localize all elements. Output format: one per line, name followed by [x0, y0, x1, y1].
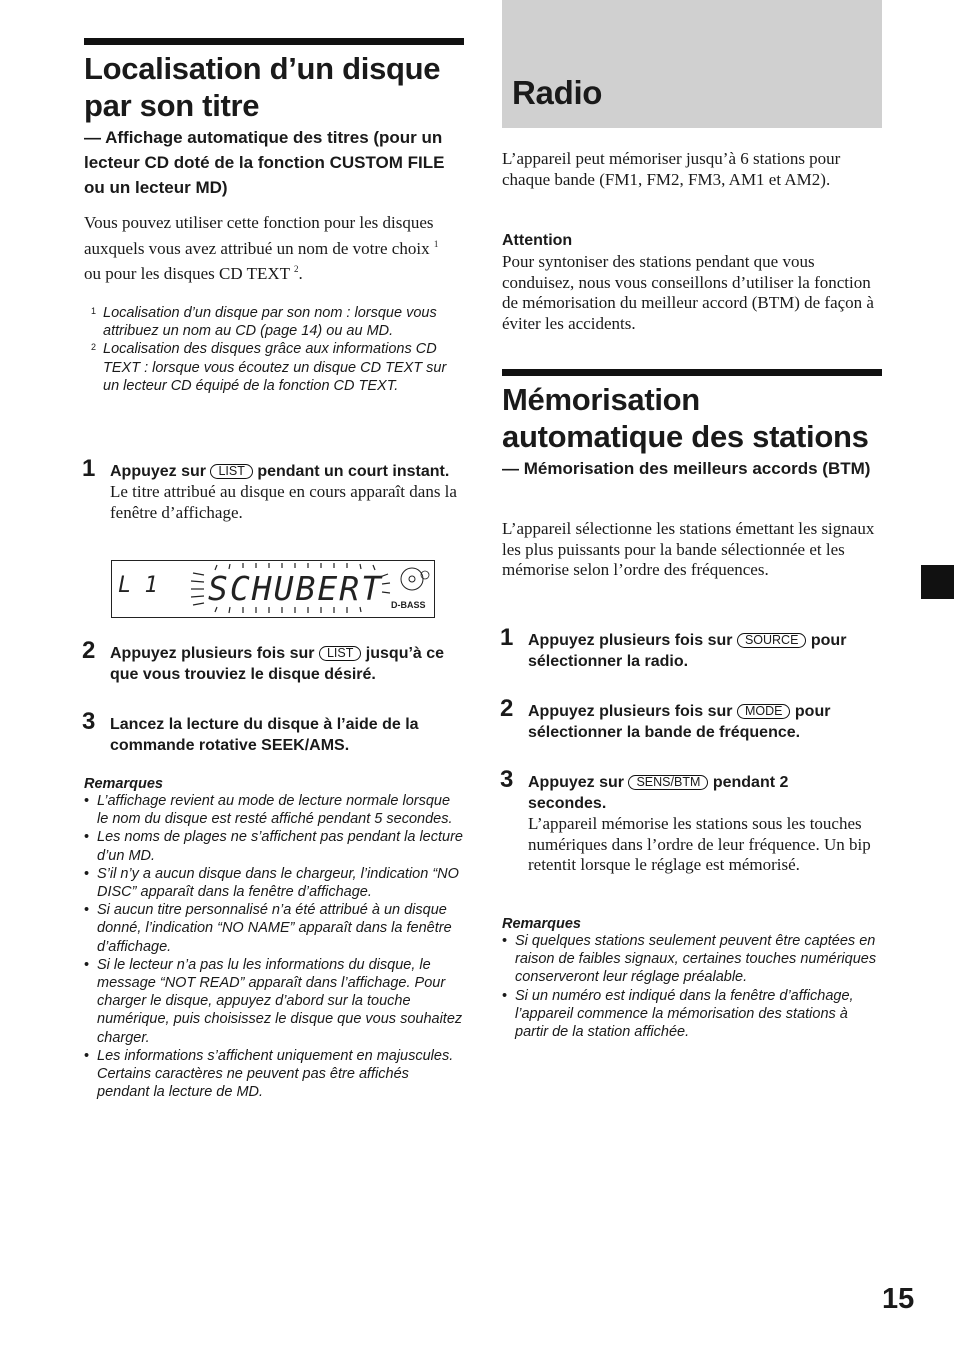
attention-title: Attention [502, 232, 573, 249]
remarks-list [84, 792, 464, 1101]
step-text: Appuyez plusieurs fois sur [528, 703, 733, 720]
remarks-title: Remarques [502, 916, 581, 932]
step-instruction [528, 630, 882, 672]
step-2 [82, 637, 464, 685]
remarks-block [84, 776, 464, 1101]
step-number: 2 [500, 695, 514, 722]
section-subtitle: — Mémorisation des meilleurs accords (BTM) [502, 459, 871, 478]
step-text: Appuyez sur [528, 774, 625, 791]
remarks-list [502, 932, 882, 1041]
footnote-text: Localisation des disques grâce aux informations CD TEXT : lorsque vous écoutez un disque CD TEXT sur un lecteur CD équipé de la fonction CD TEXT. [103, 341, 447, 394]
remark-item: • Si le lecteur n’a pas lu les informations du disque, le message “NOT READ” apparaît dans l’affichage. Pour charger le disque, appuyez d’abord sur la touche numérique, puis choisissez le disque que vous souhaitez charger. [84, 956, 464, 1047]
step-instruction [528, 772, 828, 814]
dbass-label: D-BASS [391, 600, 426, 610]
intro-text-2: ou pour les disques CD TEXT [84, 264, 290, 283]
mode-key: MODE [737, 704, 791, 719]
section-rule [502, 369, 882, 376]
source-key: SOURCE [737, 633, 806, 648]
remark-item: • Les noms de plages ne s’affichent pas pendant la lecture d’un MD. [84, 828, 464, 864]
footnote [84, 304, 464, 340]
step-text: pendant un court instant. [257, 463, 450, 480]
step-text: jusqu’à ce que vous trouviez le disque désiré. [110, 645, 445, 683]
footnote-number: 2 [91, 342, 97, 353]
section-side-tab [921, 565, 954, 599]
step-text: Appuyez plusieurs fois sur [110, 645, 315, 662]
step-text: Appuyez sur [110, 463, 207, 480]
lcd-display-illustration [111, 560, 435, 618]
lcd-title-text: SCHUBERT [208, 569, 383, 608]
disc-indicator: L 1 [118, 573, 158, 598]
footnote-ref: 1 [433, 238, 439, 249]
right-column [500, 0, 882, 1041]
footnote [84, 340, 464, 395]
list-key: LIST [319, 646, 361, 661]
section-subtitle: — Affichage automatique des titres (pour un lecteur CD doté de la fonction CUSTOM FILE ou un lecteur MD) [84, 128, 445, 197]
memorisation-intro: L’appareil sélectionne les stations émettant les signaux les plus puissants pour la bande sélectionnée et les mémorise selon l’ordre des fréquences. [502, 519, 875, 579]
sens-btm-key: SENS/BTM [628, 775, 708, 790]
remark-item: • Si quelques stations seulement peuvent être captées en raison de faibles signaux, certaines touches numériques conserveront leur réglage préalable. [502, 932, 882, 987]
step-3 [500, 766, 882, 876]
step-description: L’appareil mémorise les stations sous les touches numériques dans l’ordre de leur fréquence. Un bip retentit lorsque le réglage est mémorisé. [528, 814, 871, 874]
remark-item: • Les informations s’affichent uniquement en majuscules. Certains caractères ne peuvent pas être affichés pendant la lecture de MD. [84, 1047, 464, 1102]
step-number: 1 [500, 624, 514, 651]
section-title-radio: Radio [512, 74, 603, 111]
step-1 [500, 624, 882, 672]
step-instruction [110, 643, 464, 685]
step-text: pour sélectionner la radio. [528, 632, 847, 670]
section-rule [84, 38, 464, 45]
step-text: Appuyez plusieurs fois sur [528, 632, 733, 649]
step-number: 3 [82, 708, 96, 735]
step-number: 1 [82, 455, 96, 482]
step-3 [82, 708, 464, 756]
step-1 [82, 455, 464, 523]
step-instruction: Lancez la lecture du disque à l’aide de la commande rotative SEEK/AMS. [110, 716, 419, 754]
remarks-block [502, 916, 882, 1041]
remark-item: • Si aucun titre personnalisé n’a été attribué à un disque donné, l’indication “NO NAME” apparaît dans la fenêtre d’affichage. [84, 901, 464, 956]
attention-text: Pour syntoniser des stations pendant que vous conduisez, nous vous conseillons d’utiliser la fonction de mémorisation du meilleur accord (BTM) de façon à éviter les accidents. [502, 252, 874, 333]
footnote-text: Localisation d’un disque par son nom : lorsque vous attribuez un nom au CD (page 14) ou au MD. [103, 305, 437, 340]
step-text: pour sélectionner la bande de fréquence. [528, 703, 831, 741]
step-instruction [528, 701, 882, 743]
step-number: 3 [500, 766, 514, 793]
footnotes [84, 304, 464, 395]
footnote-ref: 2 [293, 264, 299, 274]
list-key: LIST [210, 464, 252, 479]
remark-item: • Si un numéro est indiqué dans la fenêtre d’affichage, l’appareil commence la mémorisation des stations à partir de la station affichée. [502, 987, 882, 1042]
radio-intro: L’appareil peut mémoriser jusqu’à 6 stations pour chaque bande (FM1, FM2, FM3, AM1 et AM2). [502, 149, 841, 189]
footnote-number: 1 [91, 306, 97, 316]
step-instruction [110, 461, 464, 482]
intro-text-1: Vous pouvez utiliser cette fonction pour les disques auxquels vous avez attribué un nom de votre choix [84, 213, 434, 258]
section-title-localisation: Localisation d’un disque par son titre [84, 51, 441, 123]
remark-item: • L’affichage revient au mode de lecture normale lorsque le nom du disque est resté affiché pendant 5 secondes. [84, 792, 464, 828]
remark-item: • S’il n’y a aucun disque dans le chargeur, l’indication “NO DISC” apparaît dans la fenêtre d’affichage. [84, 865, 464, 901]
step-description: Le titre attribué au disque en cours apparaît dans la fenêtre d’affichage. [110, 482, 457, 522]
intro-paragraph [84, 213, 459, 285]
step-2 [500, 695, 882, 743]
step-number: 2 [82, 637, 96, 664]
step-text: pendant 2 secondes. [528, 774, 789, 812]
page-number: 15 [882, 1283, 915, 1315]
intro-end: . [298, 264, 303, 283]
section-title-memorisation: Mémorisation automatique des stations [502, 382, 869, 454]
remarks-title: Remarques [84, 776, 163, 792]
lcd-graphic [112, 561, 434, 617]
radio-header-box [502, 0, 882, 128]
